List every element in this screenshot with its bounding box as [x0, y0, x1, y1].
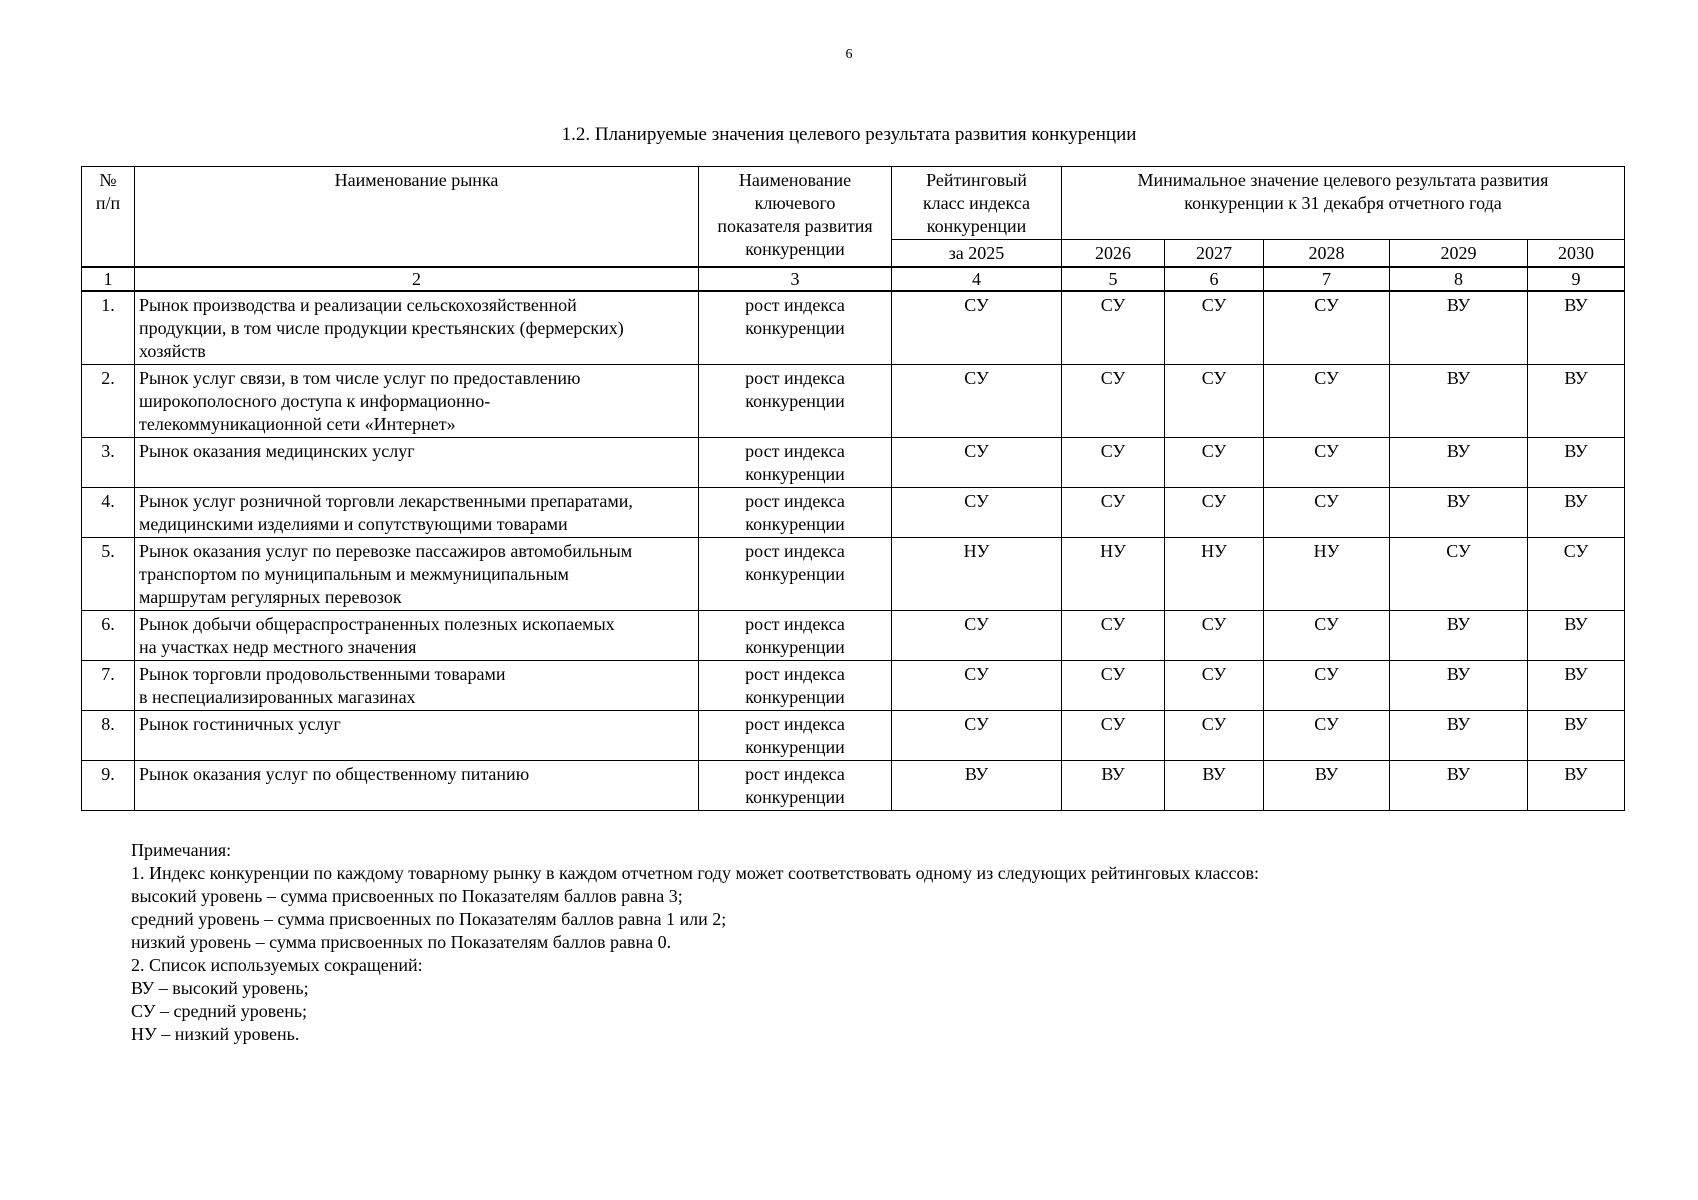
market-name-line: Рынок услуг розничной торговли лекарственными препаратами,: [139, 491, 633, 511]
market-name: [135, 661, 699, 711]
target-value-cell: ВУ: [1528, 711, 1625, 761]
column-numbers-row: [82, 267, 1625, 291]
header-num-line: п/п: [95, 193, 121, 213]
rating-2025-cell: СУ: [892, 711, 1062, 761]
indicator-name-line: конкуренции: [745, 687, 845, 707]
target-value-cell: СУ: [1528, 538, 1625, 611]
header-year: 2028: [1264, 240, 1390, 268]
rating-2025-cell: ВУ: [892, 761, 1062, 811]
header-indicator-line: ключевого: [754, 193, 836, 213]
indicator-name-line: рост индекса: [745, 614, 845, 634]
market-name: [135, 711, 699, 761]
note-line: ВУ – высокий уровень;: [131, 978, 309, 998]
page-number: 6: [845, 47, 853, 62]
market-name-line: Рынок торговли продовольственными товарами: [139, 664, 506, 684]
indicator-name: [699, 661, 892, 711]
header-rating-line: конкуренции: [926, 216, 1027, 236]
market-name-line: в неспециализированных магазинах: [139, 687, 416, 707]
market-name: [135, 611, 699, 661]
indicator-name-line: конкуренции: [745, 318, 845, 338]
market-name-line: широкополосного доступа к информационно-: [139, 391, 491, 411]
target-value-cell: ВУ: [1390, 291, 1528, 365]
market-name-line: продукции, в том числе продукции крестьянских (фермерских): [139, 318, 624, 338]
market-name-line: Рынок гостиничных услуг: [139, 714, 341, 734]
header-num-line: №: [99, 170, 117, 190]
rating-2025-cell: СУ: [892, 488, 1062, 538]
rating-2025-cell: СУ: [892, 365, 1062, 438]
target-value-cell: СУ: [1062, 488, 1165, 538]
market-name-line: Рынок оказания услуг по общественному питанию: [139, 764, 530, 784]
target-value-cell: СУ: [1165, 291, 1264, 365]
target-value-cell: СУ: [1165, 611, 1264, 661]
header-rating-line: класс индекса: [922, 193, 1031, 213]
market-name-line: медицинскими изделиями и сопутствующими товарами: [139, 514, 568, 534]
column-number: 3: [699, 267, 892, 291]
table-row: [82, 761, 1625, 811]
column-number: 1: [82, 267, 135, 291]
column-number: 8: [1390, 267, 1528, 291]
target-value-cell: ВУ: [1528, 761, 1625, 811]
header-rating-year: за 2025: [892, 240, 1062, 268]
header-year: 2027: [1165, 240, 1264, 268]
notes-heading: Примечания:: [131, 840, 232, 860]
row-number: 3.: [82, 438, 135, 488]
column-number: 2: [135, 267, 699, 291]
note-line: высокий уровень – сумма присвоенных по Показателям баллов равна 3;: [131, 886, 683, 906]
note-line: СУ – средний уровень;: [131, 1001, 308, 1021]
row-number: 9.: [82, 761, 135, 811]
table-row: [82, 291, 1625, 365]
indicator-name-line: рост индекса: [745, 664, 845, 684]
market-name: [135, 488, 699, 538]
indicator-name-line: конкуренции: [745, 391, 845, 411]
note-line: средний уровень – сумма присвоенных по Показателям баллов равна 1 или 2;: [131, 909, 727, 929]
indicator-name-line: рост индекса: [745, 295, 845, 315]
market-name-line: Рынок услуг связи, в том числе услуг по предоставлению: [139, 368, 581, 388]
target-value-cell: ВУ: [1390, 488, 1528, 538]
target-value-cell: СУ: [1165, 488, 1264, 538]
target-value-cell: ВУ: [1390, 761, 1528, 811]
target-value-cell: НУ: [1264, 538, 1390, 611]
header-market: Наименование рынка: [135, 167, 699, 268]
target-value-cell: СУ: [1165, 661, 1264, 711]
indicator-name: [699, 291, 892, 365]
row-number: 8.: [82, 711, 135, 761]
target-value-cell: НУ: [1062, 538, 1165, 611]
row-number: 6.: [82, 611, 135, 661]
target-value-cell: СУ: [1264, 711, 1390, 761]
target-value-cell: ВУ: [1528, 291, 1625, 365]
indicator-name-line: конкуренции: [745, 637, 845, 657]
target-value-cell: ВУ: [1528, 661, 1625, 711]
indicator-name: [699, 761, 892, 811]
column-number: 7: [1264, 267, 1390, 291]
market-name-line: телекоммуникационной сети «Интернет»: [139, 414, 456, 434]
indicator-name-line: конкуренции: [745, 737, 845, 757]
table-row: [82, 611, 1625, 661]
header-year: 2029: [1390, 240, 1528, 268]
target-value-cell: ВУ: [1390, 438, 1528, 488]
target-value-cell: ВУ: [1390, 661, 1528, 711]
target-value-cell: СУ: [1264, 661, 1390, 711]
market-name: [135, 291, 699, 365]
note-line: низкий уровень – сумма присвоенных по Показателям баллов равна 0.: [131, 932, 672, 952]
target-value-cell: СУ: [1264, 365, 1390, 438]
rating-2025-cell: СУ: [892, 291, 1062, 365]
indicator-name: [699, 538, 892, 611]
target-value-cell: СУ: [1165, 711, 1264, 761]
indicator-name-line: рост индекса: [745, 764, 845, 784]
target-value-cell: СУ: [1390, 538, 1528, 611]
indicator-name: [699, 365, 892, 438]
target-value-cell: СУ: [1062, 661, 1165, 711]
column-number: 9: [1528, 267, 1625, 291]
target-value-cell: СУ: [1264, 438, 1390, 488]
market-name-line: Рынок оказания медицинских услуг: [139, 441, 415, 461]
table-row: [82, 438, 1625, 488]
notes: [131, 839, 1259, 1046]
column-number: 4: [892, 267, 1062, 291]
header-indicator-line: Наименование: [738, 170, 852, 190]
target-value-cell: ВУ: [1528, 488, 1625, 538]
market-name-line: маршрутам регулярных перевозок: [139, 587, 402, 607]
target-value-cell: ВУ: [1264, 761, 1390, 811]
header-year: 2030: [1528, 240, 1625, 268]
target-value-cell: ВУ: [1390, 711, 1528, 761]
target-value-cell: НУ: [1165, 538, 1264, 611]
market-name: [135, 761, 699, 811]
target-value-cell: СУ: [1062, 365, 1165, 438]
indicator-name: [699, 711, 892, 761]
competition-table: [81, 166, 1625, 811]
indicator-name: [699, 611, 892, 661]
page-title: 1.2. Планируемые значения целевого результата развития конкуренции: [561, 124, 1137, 145]
header-indicator-line: конкуренции: [745, 239, 845, 259]
target-value-cell: СУ: [1062, 711, 1165, 761]
table-row: [82, 661, 1625, 711]
target-value-cell: СУ: [1165, 365, 1264, 438]
note-line: 1. Индекс конкуренции по каждому товарному рынку в каждом отчетном году может соответствовать одному из следующих рейтинговых классов:: [131, 863, 1259, 883]
target-value-cell: ВУ: [1062, 761, 1165, 811]
market-name: [135, 365, 699, 438]
target-value-cell: ВУ: [1390, 365, 1528, 438]
target-value-cell: ВУ: [1528, 365, 1625, 438]
table-row: [82, 365, 1625, 438]
indicator-name-line: конкуренции: [745, 787, 845, 807]
header-min-value-line: Минимальное значение целевого результата развития: [1137, 170, 1549, 190]
market-name: [135, 438, 699, 488]
row-number: 1.: [82, 291, 135, 365]
row-number: 2.: [82, 365, 135, 438]
target-value-cell: СУ: [1062, 438, 1165, 488]
indicator-name-line: рост индекса: [745, 541, 845, 561]
market-name-line: транспортом по муниципальным и межмуниципальным: [139, 564, 569, 584]
header-min-value: [1062, 167, 1625, 240]
header-indicator: [699, 167, 892, 268]
header-num: [82, 167, 135, 268]
indicator-name-line: рост индекса: [745, 368, 845, 388]
target-value-cell: СУ: [1062, 611, 1165, 661]
header-rating: [892, 167, 1062, 240]
indicator-name: [699, 488, 892, 538]
header-rating-line: Рейтинговый: [926, 170, 1027, 190]
market-name-line: Рынок оказания услуг по перевозке пассажиров автомобильным: [139, 541, 633, 561]
market-name-line: хозяйств: [139, 341, 206, 361]
target-value-cell: СУ: [1165, 438, 1264, 488]
row-number: 4.: [82, 488, 135, 538]
target-value-cell: СУ: [1264, 488, 1390, 538]
table-header-row: [82, 167, 1625, 240]
rating-2025-cell: СУ: [892, 438, 1062, 488]
indicator-name: [699, 438, 892, 488]
indicator-name-line: конкуренции: [745, 514, 845, 534]
note-line: 2. Список используемых сокращений:: [131, 955, 423, 975]
table-row: [82, 488, 1625, 538]
indicator-name-line: рост индекса: [745, 714, 845, 734]
target-value-cell: СУ: [1264, 291, 1390, 365]
table-row: [82, 538, 1625, 611]
target-value-cell: СУ: [1264, 611, 1390, 661]
rating-2025-cell: НУ: [892, 538, 1062, 611]
header-indicator-line: показателя развития: [717, 216, 873, 236]
rating-2025-cell: СУ: [892, 661, 1062, 711]
target-value-cell: ВУ: [1528, 438, 1625, 488]
market-name-line: Рынок производства и реализации сельскохозяйственной: [139, 295, 577, 315]
indicator-name-line: рост индекса: [745, 441, 845, 461]
indicator-name-line: конкуренции: [745, 464, 845, 484]
target-value-cell: ВУ: [1528, 611, 1625, 661]
target-value-cell: ВУ: [1390, 611, 1528, 661]
indicator-name-line: конкуренции: [745, 564, 845, 584]
note-line: НУ – низкий уровень.: [131, 1024, 300, 1044]
indicator-name-line: рост индекса: [745, 491, 845, 511]
table-row: [82, 711, 1625, 761]
market-name-line: на участках недр местного значения: [139, 637, 417, 657]
rating-2025-cell: СУ: [892, 611, 1062, 661]
column-number: 5: [1062, 267, 1165, 291]
target-value-cell: СУ: [1062, 291, 1165, 365]
market-name-line: Рынок добычи общераспространенных полезных ископаемых: [139, 614, 615, 634]
column-number: 6: [1165, 267, 1264, 291]
target-value-cell: ВУ: [1165, 761, 1264, 811]
header-year: 2026: [1062, 240, 1165, 268]
header-min-value-line: конкуренции к 31 декабря отчетного года: [1184, 193, 1502, 213]
market-name: [135, 538, 699, 611]
row-number: 7.: [82, 661, 135, 711]
row-number: 5.: [82, 538, 135, 611]
